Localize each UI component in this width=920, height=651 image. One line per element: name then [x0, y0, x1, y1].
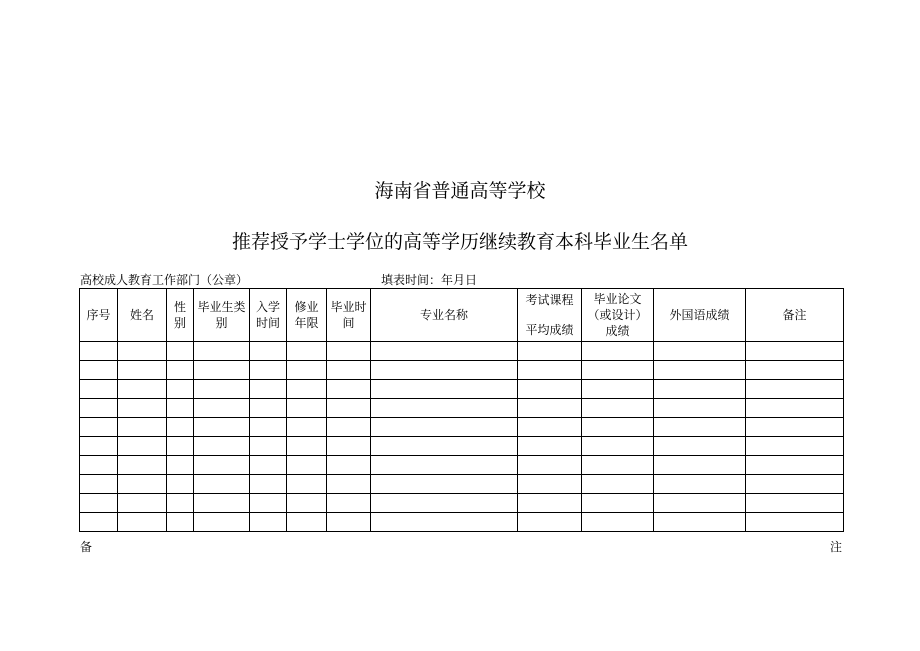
table-row [80, 513, 844, 532]
footer-remark-right: 注 [830, 540, 843, 554]
table-cell-thesis[interactable] [582, 399, 654, 418]
table-cell-thesis[interactable] [582, 342, 654, 361]
table-cell-enroll_time[interactable] [250, 475, 287, 494]
table-cell-exam_avg[interactable] [518, 513, 582, 532]
table-cell-thesis[interactable] [582, 513, 654, 532]
table-cell-seq[interactable] [80, 456, 118, 475]
table-cell-seq[interactable] [80, 437, 118, 456]
table-cell-enroll_time[interactable] [250, 456, 287, 475]
table-row [80, 418, 844, 437]
table-cell-enroll_time[interactable] [250, 361, 287, 380]
table-cell-name[interactable] [118, 437, 167, 456]
table-cell-remarks[interactable] [746, 475, 844, 494]
table-cell-enroll_time[interactable] [250, 494, 287, 513]
table-cell-name[interactable] [118, 380, 167, 399]
table-cell-seq[interactable] [80, 342, 118, 361]
fill-date-label: 填表时间：年月日 [381, 273, 478, 287]
table-cell-study_years[interactable] [287, 342, 327, 361]
document-title-line-1: 海南省普通高等学校 [374, 180, 546, 202]
table-cell-gender[interactable] [167, 361, 194, 380]
table-row [80, 380, 844, 399]
table-body [80, 342, 844, 532]
table-cell-foreign_lang[interactable] [654, 342, 746, 361]
table-cell-remarks[interactable] [746, 399, 844, 418]
table-cell-name[interactable] [118, 494, 167, 513]
header-remarks: 备注 [746, 289, 844, 342]
table-cell-seq[interactable] [80, 380, 118, 399]
table-cell-foreign_lang[interactable] [654, 399, 746, 418]
table-cell-name[interactable] [118, 342, 167, 361]
table-row [80, 399, 844, 418]
table-cell-seq[interactable] [80, 475, 118, 494]
table-cell-grad_type[interactable] [194, 399, 250, 418]
table-cell-remarks[interactable] [746, 437, 844, 456]
table-cell-gender[interactable] [167, 437, 194, 456]
table-cell-name[interactable] [118, 513, 167, 532]
table-cell-study_years[interactable] [287, 475, 327, 494]
table-cell-foreign_lang[interactable] [654, 456, 746, 475]
table-cell-grad_type[interactable] [194, 475, 250, 494]
header-foreign-language: 外国语成绩 [654, 289, 746, 342]
table-cell-major[interactable] [371, 361, 518, 380]
table-cell-seq[interactable] [80, 513, 118, 532]
table-cell-thesis[interactable] [582, 456, 654, 475]
table-row [80, 361, 844, 380]
table-cell-study_years[interactable] [287, 437, 327, 456]
table-cell-thesis[interactable] [582, 380, 654, 399]
table-cell-remarks[interactable] [746, 342, 844, 361]
table-cell-remarks[interactable] [746, 361, 844, 380]
table-cell-gender[interactable] [167, 342, 194, 361]
table-cell-seq[interactable] [80, 399, 118, 418]
header-gender: 性 别 [167, 289, 194, 342]
table-cell-gender[interactable] [167, 456, 194, 475]
table-cell-major[interactable] [371, 456, 518, 475]
table-cell-exam_avg[interactable] [518, 380, 582, 399]
table-cell-grad_time[interactable] [327, 456, 371, 475]
table-cell-grad_type[interactable] [194, 456, 250, 475]
table-cell-exam_avg[interactable] [518, 494, 582, 513]
table-cell-grad_time[interactable] [327, 494, 371, 513]
table-cell-enroll_time[interactable] [250, 418, 287, 437]
header-enroll-time: 入学 时间 [250, 289, 287, 342]
table-cell-name[interactable] [118, 399, 167, 418]
table-cell-enroll_time[interactable] [250, 437, 287, 456]
table-cell-grad_time[interactable] [327, 418, 371, 437]
table-cell-enroll_time[interactable] [250, 380, 287, 399]
table-cell-name[interactable] [118, 475, 167, 494]
table-cell-grad_time[interactable] [327, 399, 371, 418]
table-cell-thesis[interactable] [582, 494, 654, 513]
table-cell-foreign_lang[interactable] [654, 418, 746, 437]
header-name: 姓名 [118, 289, 167, 342]
table-cell-grad_type[interactable] [194, 513, 250, 532]
header-seq: 序号 [80, 289, 118, 342]
table-cell-remarks[interactable] [746, 494, 844, 513]
document-title-line-2: 推荐授予学士学位的高等学历继续教育本科毕业生名单 [231, 231, 688, 253]
table-cell-major[interactable] [371, 399, 518, 418]
table-cell-major[interactable] [371, 437, 518, 456]
table-cell-grad_type[interactable] [194, 380, 250, 399]
table-cell-foreign_lang[interactable] [654, 494, 746, 513]
table-cell-grad_time[interactable] [327, 437, 371, 456]
table-cell-gender[interactable] [167, 399, 194, 418]
table-cell-major[interactable] [371, 513, 518, 532]
table-cell-gender[interactable] [167, 494, 194, 513]
header-exam-average-bottom: 平均成绩 [525, 323, 574, 337]
header-thesis-score: 毕业论文 （或设计） 成绩 [582, 289, 654, 342]
table-cell-seq[interactable] [80, 418, 118, 437]
header-study-years: 修业 年限 [287, 289, 327, 342]
table-cell-foreign_lang[interactable] [654, 380, 746, 399]
table-cell-study_years[interactable] [287, 361, 327, 380]
header-graduation-time: 毕业时 间 [327, 289, 371, 342]
table-cell-name[interactable] [118, 361, 167, 380]
table-cell-study_years[interactable] [287, 399, 327, 418]
table-cell-grad_type[interactable] [194, 361, 250, 380]
table-row [80, 342, 844, 361]
table-cell-gender[interactable] [167, 380, 194, 399]
table-cell-enroll_time[interactable] [250, 513, 287, 532]
table-cell-thesis[interactable] [582, 437, 654, 456]
table-cell-exam_avg[interactable] [518, 361, 582, 380]
table-cell-major[interactable] [371, 494, 518, 513]
table-cell-name[interactable] [118, 456, 167, 475]
table-cell-foreign_lang[interactable] [654, 437, 746, 456]
table-cell-seq[interactable] [80, 361, 118, 380]
department-stamp-label: 高校成人教育工作部门（公章） [80, 273, 249, 287]
table-cell-foreign_lang[interactable] [654, 513, 746, 532]
table-cell-remarks[interactable] [746, 513, 844, 532]
table-cell-name[interactable] [118, 418, 167, 437]
table-cell-study_years[interactable] [287, 380, 327, 399]
table-cell-thesis[interactable] [582, 361, 654, 380]
table-cell-grad_type[interactable] [194, 342, 250, 361]
table-row [80, 475, 844, 494]
table-cell-grad_type[interactable] [194, 418, 250, 437]
footer-remark-left: 备 [80, 540, 93, 554]
table-cell-exam_avg[interactable] [518, 475, 582, 494]
table-cell-grad_time[interactable] [327, 342, 371, 361]
table-row [80, 437, 844, 456]
table-cell-major[interactable] [371, 342, 518, 361]
table-cell-gender[interactable] [167, 475, 194, 494]
table-cell-thesis[interactable] [582, 475, 654, 494]
table-cell-study_years[interactable] [287, 494, 327, 513]
table-cell-major[interactable] [371, 380, 518, 399]
table-cell-seq[interactable] [80, 494, 118, 513]
table-cell-gender[interactable] [167, 418, 194, 437]
header-major: 专业名称 [371, 289, 518, 342]
table-cell-remarks[interactable] [746, 418, 844, 437]
table-cell-exam_avg[interactable] [518, 418, 582, 437]
table-cell-study_years[interactable] [287, 418, 327, 437]
table-cell-major[interactable] [371, 418, 518, 437]
table-cell-enroll_time[interactable] [250, 399, 287, 418]
table-cell-grad_time[interactable] [327, 475, 371, 494]
table-cell-thesis[interactable] [582, 418, 654, 437]
table-cell-exam_avg[interactable] [518, 456, 582, 475]
table-cell-foreign_lang[interactable] [654, 361, 746, 380]
table-cell-study_years[interactable] [287, 456, 327, 475]
header-graduate-type: 毕业生类 别 [194, 289, 250, 342]
table-row [80, 456, 844, 475]
table-cell-exam_avg[interactable] [518, 342, 582, 361]
header-exam-average-top: 考试课程 [525, 293, 574, 307]
table-cell-grad_time[interactable] [327, 380, 371, 399]
table-row [80, 494, 844, 513]
table-cell-remarks[interactable] [746, 456, 844, 475]
table-cell-enroll_time[interactable] [250, 342, 287, 361]
header-exam-average [518, 289, 582, 342]
table-header-row [80, 289, 844, 342]
table-cell-exam_avg[interactable] [518, 437, 582, 456]
table-cell-grad_time[interactable] [327, 361, 371, 380]
table-cell-exam_avg[interactable] [518, 399, 582, 418]
table-cell-remarks[interactable] [746, 380, 844, 399]
table-cell-gender[interactable] [167, 513, 194, 532]
table-cell-major[interactable] [371, 475, 518, 494]
graduate-list-table [79, 288, 844, 532]
table-cell-study_years[interactable] [287, 513, 327, 532]
table-cell-grad_type[interactable] [194, 437, 250, 456]
table-cell-grad_time[interactable] [327, 513, 371, 532]
table-cell-grad_type[interactable] [194, 494, 250, 513]
table-cell-foreign_lang[interactable] [654, 475, 746, 494]
